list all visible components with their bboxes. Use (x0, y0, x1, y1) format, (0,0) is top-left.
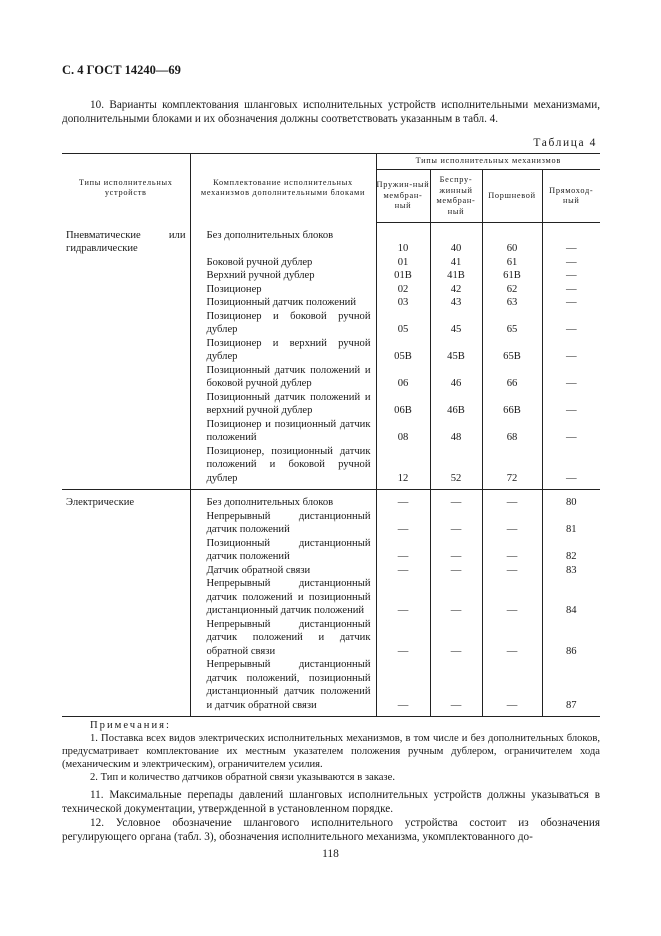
device-type-cell: Электрические (62, 490, 190, 510)
designation-cell: 66В (482, 391, 542, 418)
designation-cell: 87 (542, 658, 600, 717)
designation-cell: — (376, 537, 430, 564)
designation-cell: 84 (565, 605, 577, 616)
col-header-piston: Поршневой (482, 170, 542, 223)
designation-cell: — (430, 577, 482, 618)
empty-cell (62, 577, 190, 618)
table-row (62, 510, 600, 537)
configuration-cell: Без дополнительных блоков (190, 223, 376, 256)
designation-cell: 43 (430, 296, 482, 310)
configuration-cell: Позиционный датчик положений (190, 296, 376, 310)
designation-cell: 65В (482, 337, 542, 364)
designation-cell: — (482, 537, 542, 564)
designation-cell: 82 (565, 551, 577, 562)
designation-cell: 05 (376, 310, 430, 337)
paragraph-10: 10. Варианты комплектования шланговых исполнительных устройств исполнительными механизмами, дополнительными блоками и их обозначения должны соответствовать указанным в табл. 4. (62, 99, 600, 125)
col-header-mechanism-types: Типы исполнительных механизмов (376, 154, 600, 170)
designation-cell: 41 (430, 256, 482, 270)
designation-cell: 80 (542, 490, 600, 510)
designation-cell: 40 (430, 223, 482, 256)
table-caption: Таблица 4 (533, 137, 597, 149)
notes-block (62, 719, 600, 784)
designation-cell: — (376, 490, 430, 510)
page-number: 118 (322, 848, 339, 860)
empty-cell (62, 391, 190, 418)
designation-cell: 66 (482, 364, 542, 391)
col-header-springless-membrane: Беспру-жинный мембран-ный (430, 170, 482, 223)
designation-cell: 52 (430, 445, 482, 490)
configuration-cell: Непрерывный дистанционный датчик положений и датчик обратной связи (190, 618, 376, 659)
designation-cell: 63 (482, 296, 542, 310)
empty-cell (62, 337, 190, 364)
designation-cell: — (565, 351, 577, 362)
configuration-cell: Позиционер и боковой ручной дублер (190, 310, 376, 337)
designation-cell: — (482, 564, 542, 578)
designation-cell: — (430, 658, 482, 717)
designation-cell: — (565, 283, 577, 295)
designation-cell: 46 (430, 364, 482, 391)
designation-cell: 08 (376, 418, 430, 445)
configuration-cell: Позиционер и верхний ручной дублер (190, 337, 376, 364)
empty-cell (62, 296, 190, 310)
designation-cell: 86 (565, 645, 577, 657)
empty-cell (62, 418, 190, 445)
empty-cell (62, 364, 190, 391)
note-2: 2. Тип и количество датчиков обратной связи указываются в заказе. (90, 772, 395, 783)
designation-cell: — (482, 577, 542, 618)
col-header-direct-stroke: Прямоход-ный (542, 170, 600, 223)
configuration-cell: Датчик обратной связи (190, 564, 376, 578)
empty-cell (62, 269, 190, 283)
table-row (62, 256, 600, 270)
designation-cell: — (376, 564, 430, 578)
empty-cell (62, 510, 190, 537)
table-row (62, 537, 600, 564)
variants-table (62, 153, 600, 717)
designation-cell: 65 (482, 310, 542, 337)
designation-cell: — (430, 537, 482, 564)
designation-cell: — (430, 564, 482, 578)
notes-title: Примечания: (90, 720, 171, 731)
configuration-cell: Позиционер, позиционный датчик положений и боковой ручной дублер (190, 445, 376, 490)
empty-cell (62, 256, 190, 270)
designation-cell: 41В (430, 269, 482, 283)
designation-cell: — (565, 432, 577, 443)
designation-cell: 62 (482, 283, 542, 297)
designation-cell: 45 (430, 310, 482, 337)
designation-cell: — (376, 618, 430, 659)
note-1: 1. Поставка всех видов электрических исполнительных механизмов, в том числе и без дополнительных блоков, предусматривает комплектование их местным указателем положения ручным дублером, ограничителем хода (механическим и электрическим), ограничителем усилия. (62, 733, 600, 770)
designation-cell: — (565, 243, 577, 254)
designation-cell: — (482, 658, 542, 717)
designation-cell: — (430, 490, 482, 510)
col-header-spring-membrane: Пружин-ный мембран-ный (376, 170, 430, 223)
paragraph-11: 11. Максимальные перепады давлений шланговых исполнительных устройств должны указываться в технической документации, утвержденной в установленном порядке. (62, 789, 600, 815)
designation-cell: — (482, 618, 542, 659)
table-row (62, 337, 600, 364)
configuration-cell: Позиционер и позиционный датчик положений (190, 418, 376, 445)
designation-cell: 68 (482, 418, 542, 445)
designation-cell: — (376, 658, 430, 717)
table-row (62, 391, 600, 418)
designation-cell: 60 (482, 223, 542, 256)
designation-cell: 12 (376, 445, 430, 490)
designation-cell: 03 (376, 296, 430, 310)
designation-cell: — (565, 270, 577, 281)
designation-cell: — (376, 577, 430, 618)
table-row (62, 658, 600, 717)
table-row (62, 618, 600, 659)
designation-cell: — (376, 510, 430, 537)
designation-cell: 06 (376, 364, 430, 391)
designation-cell: 10 (376, 223, 430, 256)
designation-cell: — (430, 510, 482, 537)
designation-cell: — (565, 324, 577, 335)
table-row (62, 577, 600, 618)
designation-cell: — (565, 297, 577, 308)
designation-cell: — (565, 405, 577, 416)
designation-cell: 45В (430, 337, 482, 364)
designation-cell: — (482, 490, 542, 510)
designation-cell: — (482, 510, 542, 537)
empty-cell (62, 618, 190, 659)
empty-cell (62, 445, 190, 490)
table-body (62, 223, 600, 717)
table-row (62, 418, 600, 445)
designation-cell: 02 (376, 283, 430, 297)
table-row (62, 364, 600, 391)
designation-cell: — (565, 256, 577, 268)
empty-cell (62, 537, 190, 564)
designation-cell: 48 (430, 418, 482, 445)
empty-cell (62, 658, 190, 717)
configuration-cell: Непрерывный дистанционный датчик положений (190, 510, 376, 537)
configuration-cell: Непрерывный дистанционный датчик положений и позиционный дистанционный датчик положений (190, 577, 376, 618)
paragraph-12: 12. Условное обозначение шлангового исполнительного устройства состоит из обозначения регулирующего органа (табл. 3), обозначения исполнительного механизма, укомплектованного до- (62, 817, 600, 843)
designation-cell: 01В (376, 269, 430, 283)
table-row (62, 490, 600, 510)
configuration-cell: Непрерывный дистанционный датчик положений, позиционный дистанционный датчик положений и датчик обратной связи (190, 658, 376, 717)
designation-cell: 01 (376, 256, 430, 270)
table-row (62, 269, 600, 283)
table-row (62, 564, 600, 578)
configuration-cell: Позиционер (190, 283, 376, 297)
table-row (62, 223, 600, 256)
configuration-cell: Боковой ручной дублер (190, 256, 376, 270)
configuration-cell: Без дополнительных блоков (190, 490, 376, 510)
designation-cell: 61 (482, 256, 542, 270)
empty-cell (62, 564, 190, 578)
designation-cell: — (565, 378, 577, 389)
designation-cell: 05В (376, 337, 430, 364)
col-header-configuration: Комплектование исполнительных механизмов дополнительными блоками (190, 154, 376, 223)
designation-cell: 81 (565, 524, 577, 535)
designation-cell: 46В (430, 391, 482, 418)
designation-cell: 83 (565, 564, 577, 576)
device-type-cell: Пневматические или гидравлические (62, 223, 190, 256)
configuration-cell: Позиционный датчик положений и боковой ручной дублер (190, 364, 376, 391)
table-row (62, 310, 600, 337)
empty-cell (62, 283, 190, 297)
table-row (62, 296, 600, 310)
designation-cell: 72 (482, 445, 542, 490)
designation-cell: — (430, 618, 482, 659)
page-header: С. 4 ГОСТ 14240—69 (62, 63, 181, 77)
designation-cell: 06В (376, 391, 430, 418)
empty-cell (62, 310, 190, 337)
col-header-device-types: Типы исполнительных устройств (62, 154, 190, 223)
designation-cell: — (565, 472, 577, 484)
configuration-cell: Позиционный дистанционный датчик положений (190, 537, 376, 564)
designation-cell: 42 (430, 283, 482, 297)
table-row (62, 283, 600, 297)
configuration-cell: Верхний ручной дублер (190, 269, 376, 283)
configuration-cell: Позиционный датчик положений и верхний ручной дублер (190, 391, 376, 418)
table-row (62, 445, 600, 490)
designation-cell: 61В (482, 269, 542, 283)
